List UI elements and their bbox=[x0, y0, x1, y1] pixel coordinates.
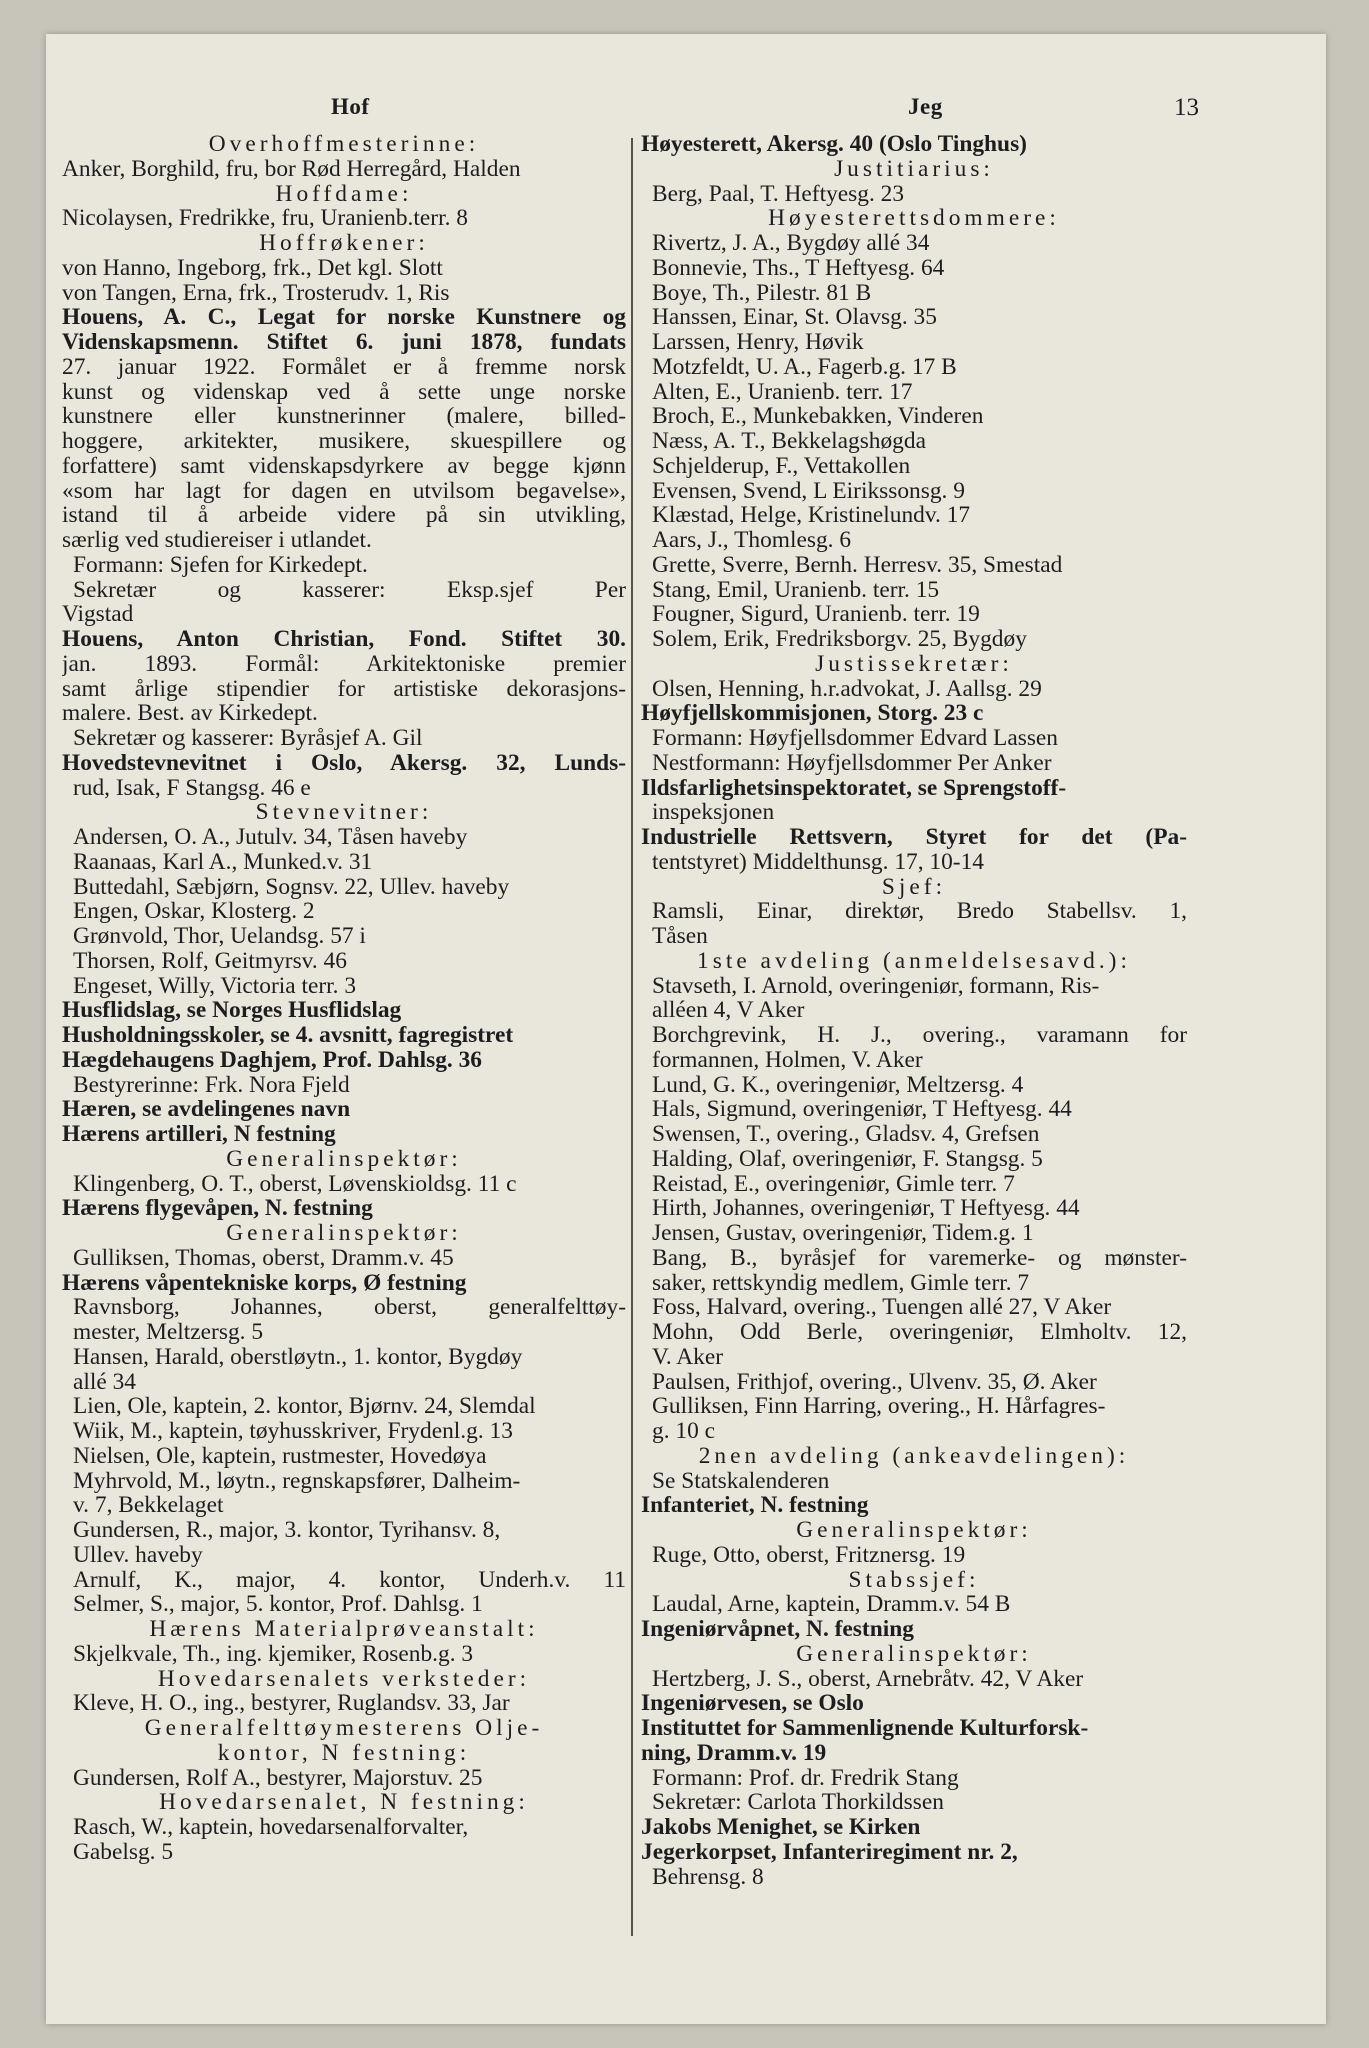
left-entry-line: kunst og videnskap ved å sette unge norske bbox=[62, 378, 626, 405]
right-entry-heading: Høyesterett, Akersg. 40 (Oslo Tinghus) bbox=[641, 132, 1027, 157]
right-entry-line: Paulsen, Frithjof, overing., Ulvenv. 35, Ø. Aker bbox=[652, 1368, 1097, 1395]
left-entry-heading: Husholdningsskoler, se 4. avsnitt, fagregistret bbox=[62, 1022, 514, 1048]
left-section-heading: Hovedarsenalets verksteder: bbox=[157, 1665, 531, 1692]
left-entry-line: Sekretær og kasserer: Byråsjef A. Gil bbox=[73, 725, 423, 751]
column-divider bbox=[631, 138, 633, 1936]
left-entry-heading: Husflidslag, se Norges Husflidslag bbox=[62, 997, 402, 1024]
left-entry-line: Nicolaysen, Fredrikke, fru, Uranienb.terr. 8 bbox=[62, 205, 468, 232]
right-entry-heading: Høyfjellskommisjonen, Storg. 23 c bbox=[641, 700, 984, 727]
right-entry-line: saker, rettskyndig medlem, Gimle terr. 7 bbox=[652, 1269, 1030, 1296]
right-entry-line: Schjelderup, F., Vettakollen bbox=[652, 452, 911, 479]
right-entry-line: Ramsli, Einar, direktør, Bredo Stabellsv. 1, bbox=[652, 898, 1187, 925]
right-entry-line: Stang, Emil, Uranienb. terr. 15 bbox=[652, 576, 940, 603]
right-entry-heading: Ingeniørvesen, se Oslo bbox=[641, 1690, 864, 1717]
left-entry-line: Lien, Ole, kaptein, 2. kontor, Bjørnv. 24, Slemdal bbox=[73, 1393, 536, 1420]
left-section-heading: Hovedarsenalet, N festning: bbox=[159, 1789, 529, 1816]
right-entry-line: Mohn, Odd Berle, overingeniør, Elmholtv. 12, bbox=[652, 1319, 1187, 1345]
left-entry-line: malere. Best. av Kirkedept. bbox=[62, 700, 318, 727]
left-section-heading: Stevnevitner: bbox=[255, 799, 433, 826]
left-entry-line: Rasch, W., kaptein, hovedarsenalforvalter, bbox=[73, 1814, 469, 1840]
page-number: 13 bbox=[1174, 94, 1199, 121]
right-entry-line: Foss, Halvard, overing., Tuengen allé 27, V Aker bbox=[652, 1294, 1112, 1321]
right-section-heading: 1ste avdeling (anmeldelsesavd.): bbox=[697, 947, 1131, 974]
left-entry-line: Thorsen, Rolf, Geitmyrsv. 46 bbox=[73, 947, 347, 974]
right-entry-line: Broch, E., Munkebakken, Vinderen bbox=[652, 403, 984, 430]
left-entry-line: Sekretær og kasserer: Eksp.sjef Per bbox=[73, 576, 626, 603]
left-entry-line: Andersen, O. A., Jutulv. 34, Tåsen haveby bbox=[73, 824, 468, 850]
right-entry-line: tentstyret) Middelthunsg. 17, 10-14 bbox=[652, 848, 984, 875]
left-entry-line: Wiik, M., kaptein, tøyhusskriver, Frydenl.g. 13 bbox=[73, 1418, 513, 1444]
right-entry-line: Se Statskalenderen bbox=[652, 1467, 830, 1494]
right-entry-line: Reistad, E., overingeniør, Gimle terr. 7 bbox=[652, 1170, 1015, 1197]
left-entry-line: Selmer, S., major, 5. kontor, Prof. Dahlsg. 1 bbox=[73, 1591, 483, 1618]
document-page bbox=[46, 34, 1326, 2024]
right-entry-line: Laudal, Arne, kaptein, Dramm.v. 54 B bbox=[652, 1591, 1011, 1618]
left-entry-line: Gundersen, R., major, 3. kontor, Tyrihansv. 8, bbox=[73, 1517, 501, 1543]
right-entry-line: Hanssen, Einar, St. Olavsg. 35 bbox=[652, 304, 937, 331]
right-entry-line: Tåsen bbox=[652, 923, 708, 949]
running-header-right: Jeg bbox=[908, 94, 943, 119]
right-entry-line: Boye, Th., Pilestr. 81 B bbox=[652, 279, 872, 306]
left-entry-heading: Hovedstevnevitnet i Oslo, Akersg. 32, Lunds- bbox=[62, 749, 626, 776]
left-entry-heading: Hærens artilleri, N festning bbox=[62, 1121, 336, 1147]
right-entry-heading: ning, Dramm.v. 19 bbox=[641, 1739, 827, 1766]
right-entry-line: Bang, B., byråsjef for varemerke- og mønster- bbox=[652, 1244, 1187, 1271]
left-entry-line: Arnulf, K., major, 4. kontor, Underh.v. 11 bbox=[73, 1566, 626, 1593]
right-section-heading: 2nen avdeling (ankeavdelingen): bbox=[698, 1442, 1130, 1469]
left-entry-line: rud, Isak, F Stangsg. 46 e bbox=[73, 774, 311, 801]
right-section-heading: Sjef: bbox=[881, 873, 947, 900]
left-entry-line: Ravnsborg, Johannes, oberst, generalfelttøy- bbox=[73, 1294, 626, 1321]
right-entry-line: Formann: Prof. dr. Fredrik Stang bbox=[652, 1764, 959, 1791]
left-section-heading: kontor, N festning: bbox=[217, 1739, 471, 1766]
left-entry-line: Gundersen, Rolf A., bestyrer, Majorstuv. 25 bbox=[73, 1764, 483, 1791]
left-entry-line: Raanaas, Karl A., Munked.v. 31 bbox=[73, 848, 373, 875]
left-entry-heading: Hæren, se avdelingenes navn bbox=[62, 1096, 351, 1123]
right-entry-heading: Infanteriet, N. festning bbox=[641, 1492, 869, 1519]
right-section-heading: Høyesterettsdommere: bbox=[768, 205, 1060, 232]
left-entry-line: Nielsen, Ole, kaptein, rustmester, Hovedøya bbox=[73, 1442, 487, 1469]
left-entry-line: særlig ved studiereiser i utlandet. bbox=[62, 527, 372, 553]
right-entry-line: Aars, J., Thomlesg. 6 bbox=[652, 527, 852, 553]
left-entry-line: Engeset, Willy, Victoria terr. 3 bbox=[73, 972, 357, 999]
right-entry-line: Formann: Høyfjellsdommer Edvard Lassen bbox=[652, 725, 1059, 751]
left-entry-heading: Hægdehaugens Daghjem, Prof. Dahlsg. 36 bbox=[62, 1046, 482, 1073]
right-section-heading: Justitiarius: bbox=[834, 155, 994, 182]
left-entry-line: von Hanno, Ingeborg, frk., Det kgl. Slott bbox=[62, 254, 443, 281]
left-entry-line: 27. januar 1922. Formålet er å fremme norsk bbox=[62, 353, 626, 380]
right-entry-heading: Jegerkorpset, Infanteriregiment nr. 2, bbox=[641, 1838, 1018, 1865]
right-entry-line: V. Aker bbox=[652, 1343, 724, 1370]
right-entry-line: Hals, Sigmund, overingeniør, T Heftyesg. 44 bbox=[652, 1096, 1072, 1123]
left-entry-line: v. 7, Bekkelaget bbox=[73, 1492, 224, 1519]
right-entry-line: Larssen, Henry, Høvik bbox=[652, 329, 864, 355]
left-entry-line: Bestyrerinne: Frk. Nora Fjeld bbox=[73, 1071, 350, 1098]
left-entry-line: Anker, Borghild, fru, bor Rød Herregård, Halden bbox=[62, 155, 521, 182]
left-entry-heading: Videnskapsmenn. Stiftet 6. juni 1878, fundats bbox=[62, 329, 626, 355]
right-entry-line: Nestformann: Høyfjellsdommer Per Anker bbox=[652, 749, 1052, 776]
right-entry-line: Bonnevie, Ths., T Heftyesg. 64 bbox=[652, 254, 945, 281]
right-entry-line: Hertzberg, J. S., oberst, Arnebråtv. 42, V Aker bbox=[652, 1665, 1084, 1692]
left-entry-line: Engen, Oskar, Klosterg. 2 bbox=[73, 898, 315, 925]
left-entry-line: Gulliksen, Thomas, oberst, Dramm.v. 45 bbox=[73, 1244, 454, 1271]
left-entry-line: kunstnere eller kunstnerinner (malere, billed- bbox=[62, 403, 626, 430]
right-entry-line: Alten, E., Uranienb. terr. 17 bbox=[652, 378, 913, 405]
left-section-heading: Generalinspektør: bbox=[226, 1220, 462, 1246]
left-entry-heading: Houens, A. C., Legat for norske Kunstnere og bbox=[62, 304, 626, 331]
right-entry-line: Ruge, Otto, oberst, Fritznersg. 19 bbox=[652, 1541, 966, 1568]
right-entry-heading: Jakobs Menighet, se Kirken bbox=[641, 1814, 921, 1840]
right-entry-line: Rivertz, J. A., Bygdøy allé 34 bbox=[652, 230, 930, 256]
right-entry-line: Swensen, T., overing., Gladsv. 4, Grefsen bbox=[652, 1121, 1040, 1147]
left-entry-line: Buttedahl, Sæbjørn, Sognsv. 22, Ullev. haveby bbox=[73, 873, 510, 900]
right-entry-line: Solem, Erik, Fredriksborgv. 25, Bygdøy bbox=[652, 626, 1027, 652]
right-entry-line: Borchgrevink, H. J., overing., varamann for bbox=[652, 1022, 1187, 1048]
left-column bbox=[62, 132, 626, 1865]
right-entry-line: Behrensg. 8 bbox=[652, 1863, 764, 1890]
left-entry-line: jan. 1893. Formål: Arkitektoniske premier bbox=[62, 650, 626, 677]
right-entry-line: inspeksjonen bbox=[652, 799, 775, 826]
left-entry-line: von Tangen, Erna, frk., Trosterudv. 1, Ris bbox=[62, 279, 450, 306]
left-entry-line: Skjelkvale, Th., ing. kjemiker, Rosenb.g. 3 bbox=[73, 1640, 474, 1667]
left-entry-line: allé 34 bbox=[73, 1368, 136, 1395]
right-entry-line: g. 10 c bbox=[652, 1418, 716, 1444]
right-entry-heading: Ingeniørvåpnet, N. festning bbox=[641, 1616, 914, 1642]
right-entry-line: Næss, A. T., Bekkelagshøgda bbox=[652, 428, 926, 454]
left-section-heading: Hærens Materialprøveanstalt: bbox=[149, 1616, 539, 1642]
left-entry-line: Ullev. haveby bbox=[73, 1541, 203, 1568]
right-section-heading: Stabssjef: bbox=[848, 1566, 980, 1593]
right-entry-heading: Instituttet for Sammenlignende Kulturforsk- bbox=[641, 1715, 1089, 1741]
running-header-left: Hof bbox=[331, 94, 370, 119]
left-entry-line: Formann: Sjefen for Kirkedept. bbox=[73, 551, 368, 578]
right-entry-line: Hirth, Johannes, overingeniør, T Heftyesg. 44 bbox=[652, 1195, 1080, 1222]
right-entry-line: Olsen, Henning, h.r.advokat, J. Aallsg. 29 bbox=[652, 675, 1042, 702]
left-entry-line: Vigstad bbox=[62, 601, 134, 628]
left-section-heading: Hoffrøkener: bbox=[259, 230, 429, 256]
right-section-heading: Generalinspektør: bbox=[796, 1640, 1032, 1667]
right-entry-line: Grette, Sverre, Bernh. Herresv. 35, Smestad bbox=[652, 551, 1063, 578]
left-entry-line: Klingenberg, O. T., oberst, Løvenskioldsg. 11 c bbox=[73, 1170, 517, 1197]
left-entry-line: Kleve, H. O., ing., bestyrer, Ruglandsv. 33, Jar bbox=[73, 1690, 510, 1717]
left-entry-line: Gabelsg. 5 bbox=[73, 1838, 174, 1865]
right-entry-heading: Ildsfarlighetsinspektoratet, se Sprengstoff- bbox=[641, 774, 1067, 801]
left-entry-line: Grønvold, Thor, Uelandsg. 57 i bbox=[73, 923, 366, 949]
right-entry-line: alléen 4, V Aker bbox=[652, 997, 805, 1024]
right-entry-line: Halding, Olaf, overingeniør, F. Stangsg. 5 bbox=[652, 1145, 1043, 1172]
left-entry-line: samt årlige stipendier for artistiske dekorasjons- bbox=[62, 675, 626, 702]
right-entry-line: Gulliksen, Finn Harring, overing., H. Hårfagres- bbox=[652, 1393, 1106, 1420]
right-entry-line: Sekretær: Carlota Thorkildssen bbox=[652, 1789, 944, 1816]
right-entry-line: Lund, G. K., overingeniør, Meltzersg. 4 bbox=[652, 1071, 1024, 1098]
left-section-heading: Generalfelttøymesterens Olje- bbox=[144, 1715, 544, 1741]
right-entry-line: formannen, Holmen, V. Aker bbox=[652, 1046, 923, 1073]
left-entry-line: hoggere, arkitekter, musikere, skuespillere og bbox=[62, 428, 626, 454]
left-entry-line: mester, Meltzersg. 5 bbox=[73, 1319, 264, 1345]
right-entry-heading: Industrielle Rettsvern, Styret for det (Pa- bbox=[641, 824, 1187, 850]
left-entry-line: forfattere) samt videnskapsdyrkere av begge kjønn bbox=[62, 452, 626, 479]
right-entry-line: Jensen, Gustav, overingeniør, Tidem.g. 1 bbox=[652, 1220, 1034, 1246]
left-section-heading: Overhoffmesterinne: bbox=[208, 132, 480, 157]
right-entry-line: Fougner, Sigurd, Uranienb. terr. 19 bbox=[652, 601, 980, 628]
left-entry-line: Myhrvold, M., løytn., regnskapsfører, Dalheim- bbox=[73, 1467, 521, 1494]
right-section-heading: Justissekretær: bbox=[815, 650, 1013, 677]
left-entry-line: istand til å arbeide videre på sin utvikling, bbox=[62, 502, 626, 529]
right-column bbox=[641, 132, 1187, 1889]
right-section-heading: Generalinspektør: bbox=[796, 1517, 1032, 1543]
left-entry-heading: Houens, Anton Christian, Fond. Stiftet 30. bbox=[62, 626, 626, 652]
left-section-heading: Hoffdame: bbox=[275, 180, 413, 207]
left-entry-line: Hansen, Harald, oberstløytn., 1. kontor, Bygdøy bbox=[73, 1343, 523, 1370]
left-entry-line: «som har lagt for dagen en utvilsom begavelse», bbox=[62, 477, 626, 504]
right-entry-line: Evensen, Svend, L Eirikssonsg. 9 bbox=[652, 477, 965, 504]
right-entry-line: Berg, Paal, T. Heftyesg. 23 bbox=[652, 180, 905, 207]
right-entry-line: Stavseth, I. Arnold, overingeniør, formann, Ris- bbox=[652, 972, 1100, 999]
left-section-heading: Generalinspektør: bbox=[226, 1145, 462, 1172]
left-entry-heading: Hærens flygevåpen, N. festning bbox=[62, 1195, 373, 1222]
right-entry-line: Klæstad, Helge, Kristinelundv. 17 bbox=[652, 502, 971, 529]
left-entry-heading: Hærens våpentekniske korps, Ø festning bbox=[62, 1269, 467, 1296]
right-entry-line: Motzfeldt, U. A., Fagerb.g. 17 B bbox=[652, 353, 957, 380]
